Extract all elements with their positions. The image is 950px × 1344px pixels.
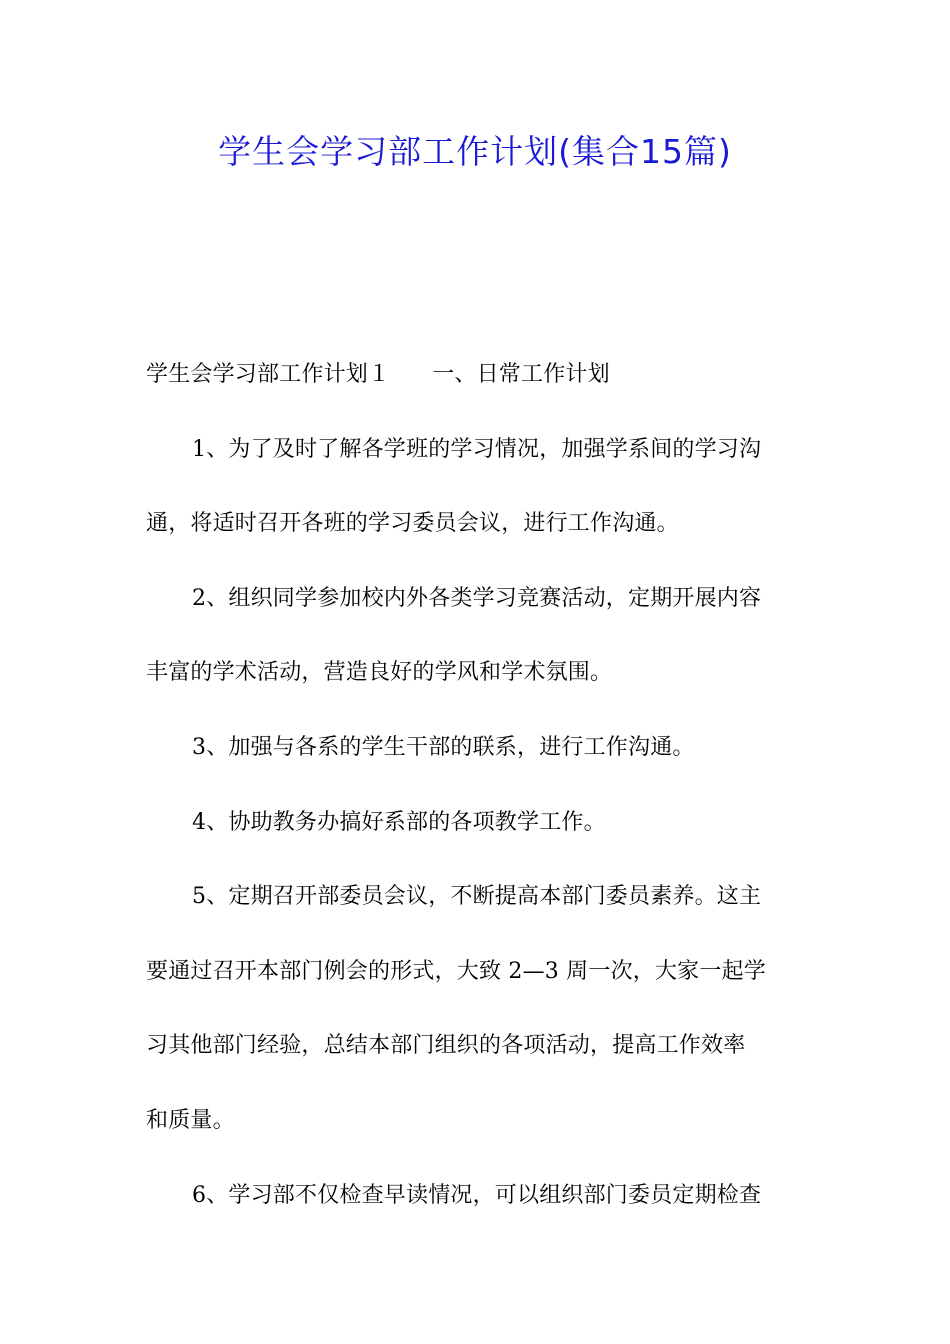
paragraph-line: 6、学习部不仅检查早读情况，可以组织部门委员定期检查	[192, 1182, 762, 1208]
paragraph-line: 5、定期召开部委员会议，不断提高本部门委员素养。这主	[192, 884, 762, 910]
paragraph-line: 2、组织同学参加校内外各类学习竞赛活动，定期开展内容	[192, 585, 762, 611]
document-title: 学生会学习部工作计划(集合15篇)	[218, 132, 732, 171]
document-body	[146, 338, 810, 1233]
paragraph-line: 习其他部门经验，总结本部门组织的各项活动，提高工作效率	[146, 1033, 746, 1059]
paragraph-line: 要通过召开本部门例会的形式，大致 2—3 周一次，大家一起学	[146, 958, 766, 984]
paragraph-line: 和质量。	[146, 1107, 235, 1133]
subsection-heading: 一、日常工作计划	[432, 362, 610, 387]
paragraph-line: 1、为了及时了解各学班的学习情况，加强学系间的学习沟	[192, 436, 762, 462]
section-heading-line	[146, 338, 810, 413]
section-heading: 学生会学习部工作计划１	[146, 362, 391, 387]
paragraph-line: 丰富的学术活动，营造良好的学风和学术氛围。	[146, 660, 613, 686]
paragraph-line: 3、加强与各系的学生干部的联系，进行工作沟通。	[192, 734, 695, 760]
paragraph-line: 通，将适时召开各班的学习委员会议，进行工作沟通。	[146, 511, 679, 537]
paragraph-line: 4、协助教务办搞好系部的各项教学工作。	[192, 809, 606, 835]
